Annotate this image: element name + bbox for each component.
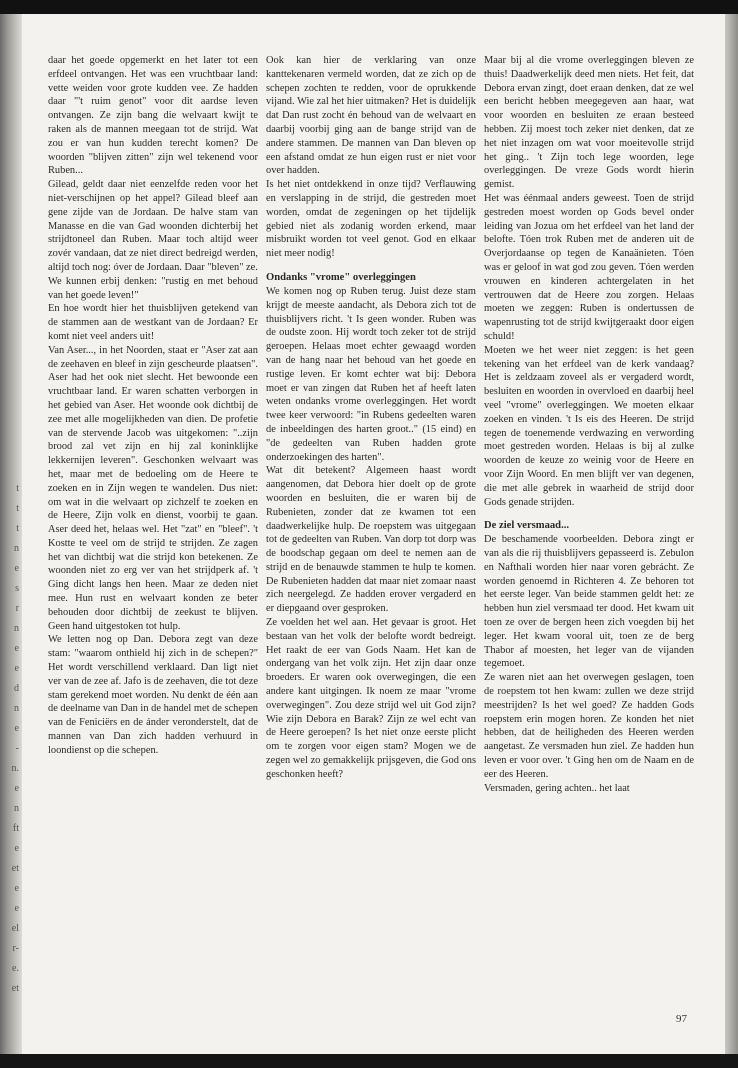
paragraph: Versmaden, gering achten.. het laat [484,782,630,794]
paragraph: Gilead, geldt daar niet eenzelfde reden voor het niet-verschijnen op het appel? Gilead bleef aan gene zijde van de Jordaan. De halve stam van Manasse en die van Gad woonden dichterbij het strijdtoneel dan Ruben. Maar toch altijd weer zovér vandaan, dat ze niet direct bedreigd werden, altijd toch nog: óver de Jordaan. Daar "bleven" ze. [48,179,258,273]
previous-page-edge [0,14,22,1054]
column-1 [48,54,258,758]
paragraph: Het was éénmaal anders geweest. Toen de strijd gestreden moest worden op Gods bevel onder leiding van Jozua om het erfdeel van het land der belofte. Tóen trok Ruben met de anderen uit de Overjordaanse op tegen de Kanaänieten. Tóen was er geloof in wat god zou geven. Tóen werden vrouwen en kinderen achtergelaten in het vertrouwen dat de Heere zou zorgen. Helaas moeten we zeggen: Ruben is ondertussen de wapenrusting tot de strijd kwijtgeraakt door eigen schuld! [484,192,694,342]
paragraph: Moeten we het weer niet zeggen: is het geen tekening van het erfdeel van de kerk vandaag? Het is zeldzaam zoveel als er vergaderd wordt, besluiten en woorden in overvloed en daarbij heel veel "vrome" overleggingen. We moeten elkaar zoeken en vinden. 't Is eis des Heeren. De strijd tegen de toenemende verdwazing en verwording moet gestreden worden. Helaas is bij al zulke woorden de keuze zo weinig voor de Heere en voor Zijn Woord. En men blijft ver van degenen, die met alle gebrek in waarheid de strijd door Gods genade strijden. [484,344,694,508]
margin-fragment: s [15,583,19,594]
paragraph: Van Aser..., in het Noorden, staat er "Aser zat aan de zeehaven en bleef in zijn gescheurde plaatsen". Aser had het ook niet slecht. Het bewoonde een vruchtbaar land. Er waren schatten verborgen in het gebied van Aser. Het woonde ook dichtbij de zee met alle mogelijkheden van dien. De profetie van de stervende Jacob was uitgekomen: "..zijn brood zal vet zijn en hij zal koninklijke lekkernijen leveren". Geschonken welvaart was het, maar met de bedoeling om de Heere te zoeken en in Zijn wegen te wandelen. Dus niet: om wat in die welvaart op zichzelf te zoeken en de Heere, Zijn volk en dienst, voorbij te gaan. Aser deed het, helaas wel. Het "zat" en "bleef". 't Kostte te veel om de strijd te strijden. Ze zagen het van dichtbij wat die strijd kon betekenen. Ze woonden niet zo erg ver van het strijdperk af. 't Ging dicht langs hen heen. Maar ze deden niet mee. Hun rust en welvaart konden ze beter behouden door dichtbij de zeekust te blijven. Geen hand uitgestoken tot hulp. [48,344,258,632]
margin-fragment: e [14,643,19,654]
paragraph: Wat dit betekent? Algemeen haast wordt aangenomen, dat Debora hier doelt op de grote woorden en besluiten, die er waren bij de Rubenieten, zonder dat ze kwamen tot een daadwerkelijke hulp. De roepstem was uitgegaan tot de gedeelten van Ruben. Van dorp tot dorp was de boodschap gegaan om deel te nemen aan de strijd en de benauwde stammen te hulp te komen. De Rubenieten hadden dat maar niet zomaar naast zich neergelegd. Ze hadden erover vergaderd en er diepgaand over gesproken. [266,465,476,615]
paragraph: We letten nog op Dan. Debora zegt van deze stam: "waarom onthield hij zich in de schepen?" Het wordt verschillend verklaard. Dan ligt niet ver van de zee af. Jafo is de zeehaven, die tot deze stam gerekend moet worden. Nu denkt de één aan de deelname van Dan in de handel met de schepen van de Feniciërs en de ánder veronderstelt, dat de mannen van Dan zich hadden verhuurd in loondienst op die schepen. [48,634,258,756]
scan-bottom-border [0,1054,738,1068]
margin-fragment: e [14,563,19,574]
paragraph: We kunnen erbij denken: "rustig en met behoud van het goede leven!" [48,275,258,301]
scan-top-border [0,0,738,14]
margin-fragment: n [14,623,19,634]
margin-fragment: r- [12,943,19,954]
paragraph: En hoe wordt hier het thuisblijven getekend van de stammen aan de westkant van de Jordaan? Er komt niet veel anders uit! [48,303,258,342]
paragraph: Ze waren niet aan het overwegen geslagen, toen de roepstem tot hen kwam: zullen we deze strijd meestrijden? Is het wel goed? Ze hadden Gods roepstem erin mogen horen. Ze konden het niet hebben, dat de heiligheden des Heeren werden aangetast. Ze versmaden hun ziel. Ze hadden hun leven er voor over. 't Ging hen om de Naam en de eer des Heeren. [484,672,694,780]
margin-fragment: t [16,523,19,534]
margin-fragment: et [11,983,19,994]
section-heading: De ziel versmaad... [484,520,570,532]
margin-fragment: e [14,723,19,734]
column-2 [266,54,476,782]
paragraph: Ook kan hier de verklaring van onze kanttekenaren vermeld worden, dat ze zich op de schepen zochten te redden, voor de oprukkende vijand. Wie zal het hier uitmaken? Het is duidelijk dat Dan rust zocht én behoud van de welvaart en daarbij voorbij ging aan de bange strijd van de andere stammen. De mannen van Dan bleven op een afstand omdat ze hun eigen rust er niet voor over hadden. [266,55,476,177]
margin-fragment: e [14,663,19,674]
paragraph: We komen nog op Ruben terug. Juist deze stam krijgt de meeste aandacht, als Debora zich tot de thuisblijvers richt. 't Is geen wonder. Ruben was de oudste zoon. Hij wordt toch zeker tot de strijd geroepen. Helaas moet echter gewaagd worden van de hang naar het behoud van het goede en rustige leven. Er komt echter wat bij: Debora moet er van zingen dat Ruben het af heeft laten weten ondanks vrome overleggingen. Het wordt twee keer verwoord: "in Rubens gedeelten waren de inbeeldingen des harten groot.." (15 eind) en "de gedeelten van Ruben hadden grote onderzoekingen des harten". [266,285,476,463]
margin-fragment: el [11,923,19,934]
page-edge-shadow [725,14,738,1054]
margin-fragment: t [16,503,19,514]
margin-fragment: d [14,683,19,694]
page-number: 97 [676,1013,687,1025]
margin-fragment: e [14,883,19,894]
margin-fragment: e [14,903,19,914]
margin-fragment: n [14,703,19,714]
margin-fragment: et [11,863,19,874]
paragraph: De beschamende voorbeelden. Debora zingt er van als die rij thuisblijvers gepasseerd is. Zebulon en Nafthali worden hier naar voren gebrácht. Ze worden genoemd in Richteren 4. Ze behoren tot het eerste leger. Van beide stammen geldt het: ze hebben hun ziel versmaad ter dood. Het kwam uit toen ze over de bergen heen zich voegden bij het leger. Het kwam vooral uit, toen ze de berg Thabor af moesten, het leger van de vijanden tegemoet. [484,534,694,670]
paragraph: Ze voelden het wel aan. Het gevaar is groot. Het bestaan van het volk der belofte wordt bedreigt. Het raakt de eer van Gods Naam. Het kan de ondergang van het volk zijn. Het zijn daar onze broeders. Er waren ook overwegingen, die een andere kant uitgingen. Ik noem ze maar "vrome overwegingen". Zou deze strijd wel uit God zijn? Wie zijn Debora en Barak? Zijn ze wel echt van de Heere geroepen? Is het niet onze eerste plicht om te zorgen voor eigen stam? Mogen we de zegen wel zo gemakkelijk prijsgeven, die God ons geschonken heeft? [266,617,476,780]
margin-fragment: e [14,783,19,794]
margin-fragment: - [15,743,19,754]
column-3 [484,54,694,795]
margin-fragment: n. [11,763,19,774]
margin-fragment: r [15,603,19,614]
margin-fragment: e. [12,963,19,974]
margin-fragment: e [14,843,19,854]
section-heading: Ondanks "vrome" overleggingen [266,271,416,283]
margin-fragment: ft [12,823,19,834]
paragraph: Maar bij al die vrome overleggingen bleven ze thuis! Daadwerkelijk deed men niets. Het feit, dat Debora ervan zingt, doet eraan denken, dat ze wel een bericht hebben meegegeven aan haar, wat voor woorden en besluiten ze eraan besteed hebben. Zij moest toch zeker niet denken, dat ze het niet inzagen om wat voor moeitevolle strijd het ging.. 't Zijn toch lege woorden, lege overleggingen. De vreze Gods wordt hierin gemist. [484,55,694,191]
margin-fragment: t [16,483,19,494]
paragraph: daar het goede opgemerkt en het later tot een erfdeel ontvangen. Het was een vruchtbaar land: vette weiden voor grote kudden vee. Ze hadden daar "'t ruim genot" voor dit aardse leven ontvangen. Ze zijn bang die welvaart kwijt te raken als de mannen meegaan tot de strijd. Wat zou er van hun kudden terecht komen? De woorden "blijven zitten" zijn wel tekenend voor Ruben... [48,55,258,177]
margin-fragment: n [14,803,19,814]
margin-fragment: n [14,543,19,554]
paragraph: Is het niet ontdekkend in onze tijd? Verflauwing en verslapping in de strijd, die gestreden moet worden, omdat de zegeningen op het tijdelijk gebied niet als zodanig worden erkend, maar misbruikt worden tot veel genot. God en elkaar niet meer nodig! [266,179,476,260]
